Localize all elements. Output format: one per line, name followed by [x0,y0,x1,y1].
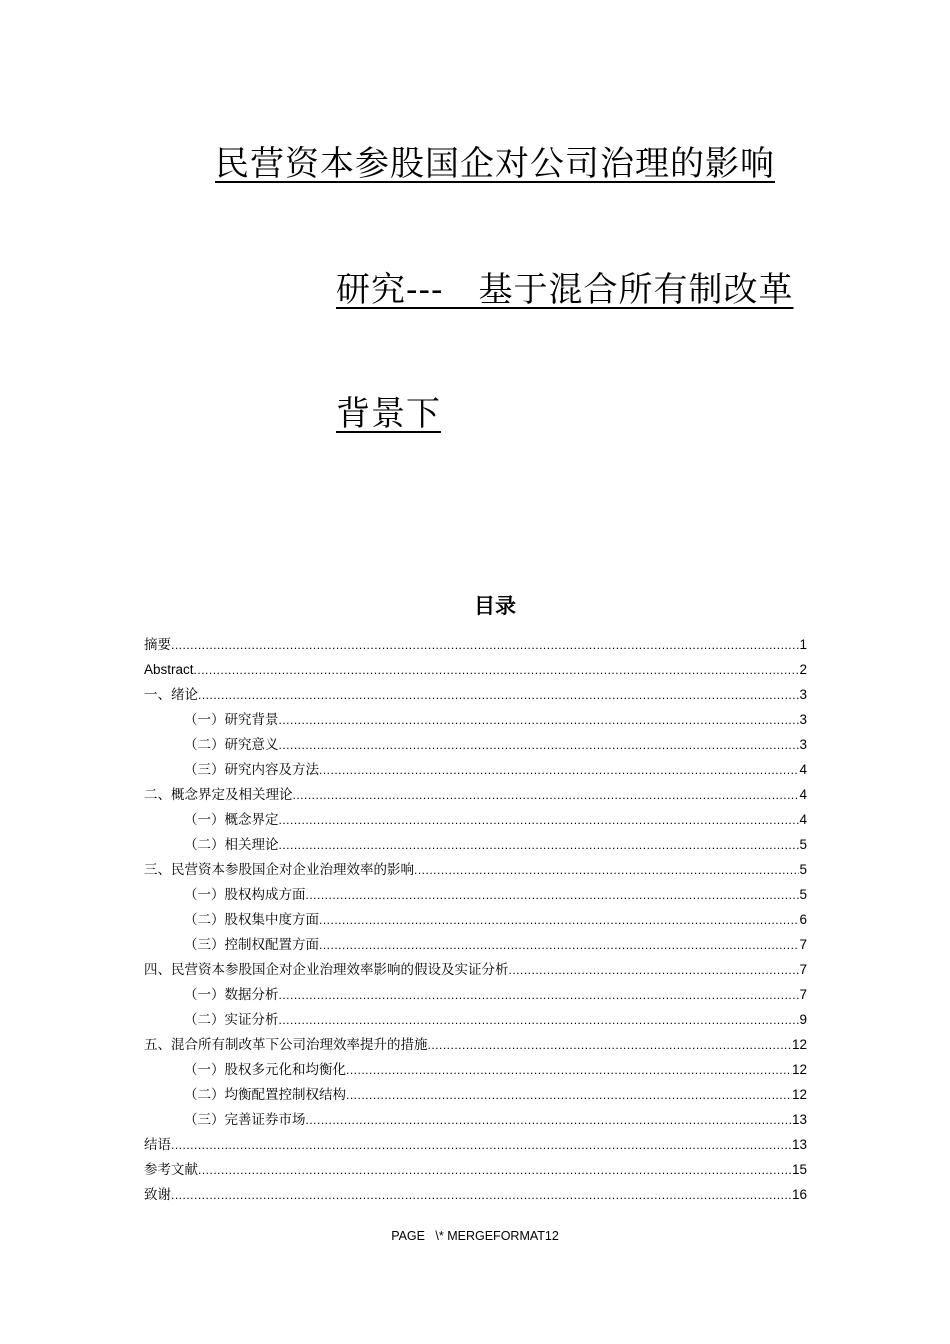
toc-entry-page-number: 12 [791,1037,807,1052]
toc-entry-label: （一）股权构成方面 [184,887,306,903]
toc-entry-page-number: 5 [799,837,807,852]
toc-entry-label: （一）股权多元化和均衡化 [184,1062,346,1078]
toc-heading: 目录 [474,594,516,618]
toc-dot-leader [319,758,799,783]
toc-entry-label: （二）股权集中度方面 [184,912,319,928]
toc-dot-leader [428,1033,792,1058]
toc-entry[interactable] [144,757,807,782]
toc-entry[interactable] [144,707,807,732]
toc-entry-label: （三）研究内容及方法 [184,762,319,778]
toc-entry[interactable] [144,1182,807,1207]
toc-dot-leader [306,1108,792,1133]
document-title-line-3: 背景下 [336,394,441,434]
toc-entry-label: （三）完善证券市场 [184,1112,306,1128]
toc-dot-leader [346,1083,792,1108]
toc-entry-label: 四、民营资本参股国企对企业治理效率影响的假设及实证分析 [144,962,509,978]
toc-entry[interactable] [144,657,807,682]
toc-entry[interactable] [144,682,807,707]
toc-entry[interactable] [144,907,807,932]
toc-entry-page-number: 3 [799,712,807,727]
toc-entry-label: 五、混合所有制改革下公司治理效率提升的措施 [144,1037,428,1053]
toc-dot-leader [198,1158,792,1183]
toc-dot-leader [279,808,800,833]
toc-entry[interactable] [144,1057,807,1082]
toc-entry[interactable] [144,807,807,832]
toc-entry-label: 致谢 [144,1187,171,1203]
toc-entry-label: 三、民营资本参股国企对企业治理效率的影响 [144,862,414,878]
toc-dot-leader [509,958,800,983]
toc-entry[interactable] [144,982,807,1007]
toc-dot-leader [293,783,800,808]
toc-entry-label: （一）概念界定 [184,812,279,828]
toc-entry[interactable] [144,957,807,982]
toc-entry-page-number: 7 [799,987,807,1002]
toc-entry-page-number: 9 [799,1012,807,1027]
toc-entry-label: Abstract [144,662,194,677]
toc-entry-page-number: 15 [791,1162,807,1177]
toc-entry[interactable] [144,932,807,957]
toc-entry-page-number: 4 [799,812,807,827]
toc-dot-leader [198,683,799,708]
toc-dot-leader [279,708,800,733]
toc-dot-leader [171,1133,792,1158]
document-title-line-1: 民营资本参股国企对公司治理的影响 [215,144,775,184]
toc-entry-page-number: 2 [799,662,807,677]
toc-entry-label: 一、绪论 [144,687,198,703]
toc-dot-leader [279,833,800,858]
toc-entry-label: （一）数据分析 [184,987,279,1003]
toc-entry[interactable] [144,832,807,857]
page-footer: PAGE \* MERGEFORMAT12 [391,1229,559,1243]
toc-dot-leader [171,633,799,658]
toc-entry[interactable] [144,1132,807,1157]
toc-dot-leader [346,1058,792,1083]
toc-entry-label: （二）研究意义 [184,737,279,753]
toc-entry-label: 摘要 [144,637,171,653]
toc-dot-leader [279,733,800,758]
toc-entry[interactable] [144,732,807,757]
toc-dot-leader [279,1008,800,1033]
toc-entry[interactable] [144,1082,807,1107]
toc-entry-page-number: 3 [799,687,807,702]
toc-entry-page-number: 4 [799,762,807,777]
toc-entry-page-number: 7 [799,937,807,952]
toc-entry-page-number: 3 [799,737,807,752]
toc-dot-leader [171,1183,792,1208]
toc-entry-page-number: 7 [799,962,807,977]
toc-entry-label: 参考文献 [144,1162,198,1178]
toc-entry[interactable] [144,632,807,657]
toc-dot-leader [319,933,799,958]
toc-dot-leader [279,983,800,1008]
document-title-line-2: 研究--- 基于混合所有制改革 [336,270,794,310]
toc-entry[interactable] [144,1032,807,1057]
toc-entry-label: 二、概念界定及相关理论 [144,787,293,803]
toc-entry-label: （一）研究背景 [184,712,279,728]
toc-entry[interactable] [144,1007,807,1032]
toc-entry-page-number: 6 [799,912,807,927]
toc-entry[interactable] [144,882,807,907]
toc-entry[interactable] [144,782,807,807]
toc-entry-page-number: 4 [799,787,807,802]
toc-entry-page-number: 12 [791,1062,807,1077]
toc-entry-label: （二）相关理论 [184,837,279,853]
toc-dot-leader [306,883,800,908]
toc-entry-page-number: 5 [799,887,807,902]
toc-dot-leader [319,908,799,933]
toc-entry[interactable] [144,1107,807,1132]
toc-entry-label: （二）均衡配置控制权结构 [184,1087,346,1103]
toc-entry[interactable] [144,1157,807,1182]
toc-entry[interactable] [144,857,807,882]
toc-entry-page-number: 16 [791,1187,807,1202]
toc-entry-page-number: 5 [799,862,807,877]
toc-dot-leader [194,658,800,683]
toc-entry-label: （三）控制权配置方面 [184,937,319,953]
toc-entry-page-number: 13 [791,1112,807,1127]
toc-entry-page-number: 12 [791,1087,807,1102]
toc-entry-page-number: 13 [791,1137,807,1152]
toc-entry-label: 结语 [144,1137,171,1153]
toc-entry-label: （二）实证分析 [184,1012,279,1028]
table-of-contents [144,632,807,1207]
toc-dot-leader [414,858,799,883]
toc-entry-page-number: 1 [799,637,807,652]
